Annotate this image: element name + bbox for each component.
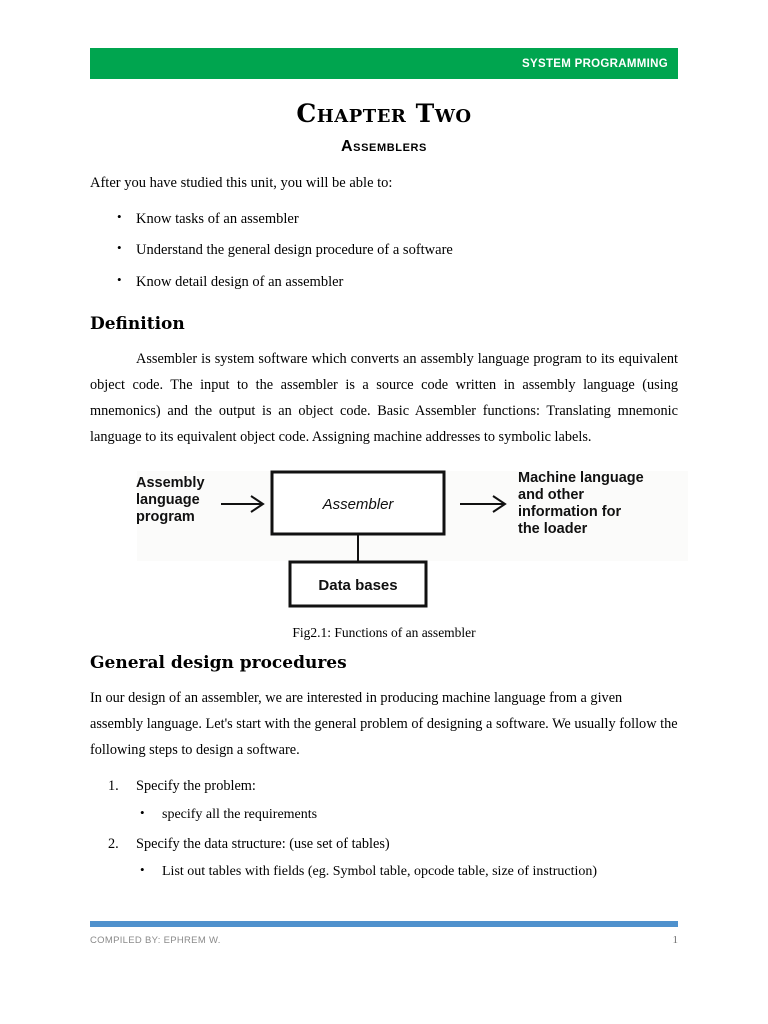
svg-text:Assembly: Assembly bbox=[136, 475, 205, 492]
svg-text:Machine language: Machine language bbox=[518, 470, 644, 487]
svg-text:and other: and other bbox=[518, 487, 585, 504]
figure-assembler-diagram bbox=[90, 468, 678, 623]
svg-text:language: language bbox=[136, 492, 200, 509]
objectives-intro: After you have studied this unit, you will be able to: bbox=[90, 175, 393, 191]
list-item bbox=[90, 833, 678, 884]
footer-compiled-by: COMPILED BY: EPHREM W. bbox=[90, 935, 221, 946]
procedures-heading: General design procedures bbox=[90, 653, 347, 674]
svg-text:Assembler: Assembler bbox=[322, 496, 394, 514]
chapter-title: Chapter Two bbox=[296, 99, 472, 128]
page-footer bbox=[90, 934, 678, 946]
document-content bbox=[90, 92, 678, 890]
list-item: • Know detail design of an assembler bbox=[90, 271, 678, 293]
step-sublist bbox=[136, 798, 678, 826]
step-text: Specify the data structure: (use set of tables) bbox=[136, 835, 390, 852]
chapter-subtitle: Assemblers bbox=[340, 138, 427, 155]
svg-text:program: program bbox=[136, 509, 195, 526]
step-number: 2. bbox=[108, 835, 119, 852]
footer-page-number: 1 bbox=[672, 934, 678, 946]
step-sublist bbox=[136, 855, 678, 883]
svg-text:information for: information for bbox=[518, 504, 622, 521]
figure-diagram-svg bbox=[130, 468, 690, 623]
svg-text:Data bases: Data bases bbox=[318, 577, 398, 595]
definition-heading: Definition bbox=[90, 314, 185, 335]
list-item: • Know tasks of an assembler bbox=[90, 208, 678, 230]
list-item: • specify all the requirements bbox=[136, 804, 678, 826]
page-header-band bbox=[90, 48, 678, 79]
footer-rule bbox=[90, 921, 678, 927]
list-item: • Understand the general design procedure of a software bbox=[90, 239, 678, 261]
procedures-paragraph: In our design of an assembler, we are interested in producing machine language from a given assembly language. Let's start with the general problem of designing a software. We usually follow the following steps to design a software. bbox=[90, 690, 678, 759]
objectives-list bbox=[90, 195, 678, 293]
list-item bbox=[90, 775, 678, 826]
step-text: Specify the problem: bbox=[136, 778, 256, 795]
figure-caption: Fig2.1: Functions of an assembler bbox=[292, 625, 476, 641]
step-number: 1. bbox=[108, 778, 119, 795]
design-steps-list bbox=[90, 763, 678, 884]
definition-paragraph: Assembler is system software which converts an assembly language program to its equivalent object code. The input to the assembler is a source code written in assembly language (using mnemonics) and the output is an object code. Basic Assembler functions: Translating mnemonic language to its equivalent object code. Assigning machine addresses to symbolic labels. bbox=[90, 351, 678, 446]
header-title: SYSTEM PROGRAMMING bbox=[522, 57, 668, 70]
list-item: • List out tables with fields (eg. Symbol table, opcode table, size of instruction) bbox=[136, 861, 678, 883]
svg-text:the loader: the loader bbox=[518, 521, 588, 538]
